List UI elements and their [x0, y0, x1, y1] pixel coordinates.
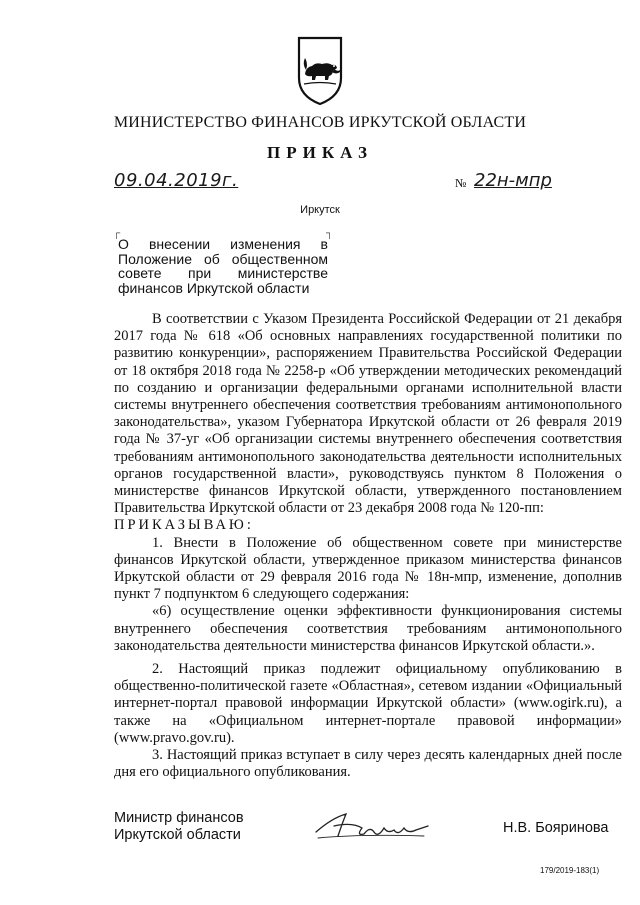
order-date: 09.04.2019г. [114, 170, 239, 191]
signer-name: Н.В. Бояринова [503, 820, 609, 836]
signer-position-line-2: Иркутской области [114, 827, 241, 843]
item-3-paragraph: 3. Настоящий приказ вступает в силу через десять календарных дней после дня его официального опубликования. [114, 747, 622, 781]
order-body [114, 311, 622, 781]
order-word: ПРИКАЗЫВАЮ: [114, 517, 254, 534]
document-reference-code: 179/2019-183(1) [540, 866, 600, 875]
city-name: Иркутск [300, 204, 340, 216]
handwritten-signature [312, 806, 432, 844]
preamble-paragraph: В соответствии с Указом Президента Российской Федерации от 21 декабря 2017 года № 618 «Об основных направлениях государственной политики по развитию конкуренции», распоряжением Правительства Российской Федерации от 18 октября 2018 года № 2258-р «Об утверждении методических рекомендаций по созданию и организации федеральными органами исполнительной власти системы внутреннего обеспечения соответствия требованиям антимонопольного законодательства», указом Губернатора Иркутской области от 26 февраля 2019 года № 37-уг «Об организации системы внутреннего обеспечения соответствия требованиям антимонопольного законодательства деятельности исполнительных органов государственной власти», руководствуясь пунктом 8 Положения о министерстве финансов Иркутской области, утвержденного постановлением Правительства Иркутской области от 23 декабря 2008 года № 120-пп: [114, 311, 622, 517]
subject-bracket-left-icon: ┌ [113, 228, 121, 239]
order-subject: О внесении изменения в Положение об общественном совете при министерстве финансов Иркутской области [118, 236, 328, 296]
subject-bracket-right-icon: ┐ [326, 228, 334, 239]
number-sign: № [455, 176, 467, 190]
order-number: 22н-мпр [474, 170, 552, 191]
coat-of-arms-emblem [296, 34, 344, 106]
item-2-paragraph: 2. Настоящий приказ подлежит официальному опубликованию в общественно-политической газете «Областная», сетевом издании «Официальный интернет-портал правовой информации Иркутской области» (www.ogirk.ru), а также на «Официальном интернет-портале правовой информации» (www.pravo.gov.ru). [114, 661, 622, 746]
signer-position-line-1: Министр финансов [114, 810, 244, 826]
item-1-quote-paragraph: «6) осуществление оценки эффективности функционирования системы внутреннего обеспечения соответствия требованиям антимонопольного законодательства деятельности министерства финансов Иркутской области.». [114, 603, 622, 654]
signer-position [114, 810, 244, 844]
ministry-name: МИНИСТЕРСТВО ФИНАНСОВ ИРКУТСКОЙ ОБЛАСТИ [113, 114, 527, 131]
item-1-paragraph: 1. Внести в Положение об общественном совете при министерстве финансов Иркутской области, утвержденное приказом министерства финансов Иркутской области от 29 февраля 2016 года № 18н-мпр, изменение, дополнив пункт 7 подпунктом 6 следующего содержания: [114, 534, 622, 603]
document-type-title: ПРИКАЗ [267, 143, 373, 162]
